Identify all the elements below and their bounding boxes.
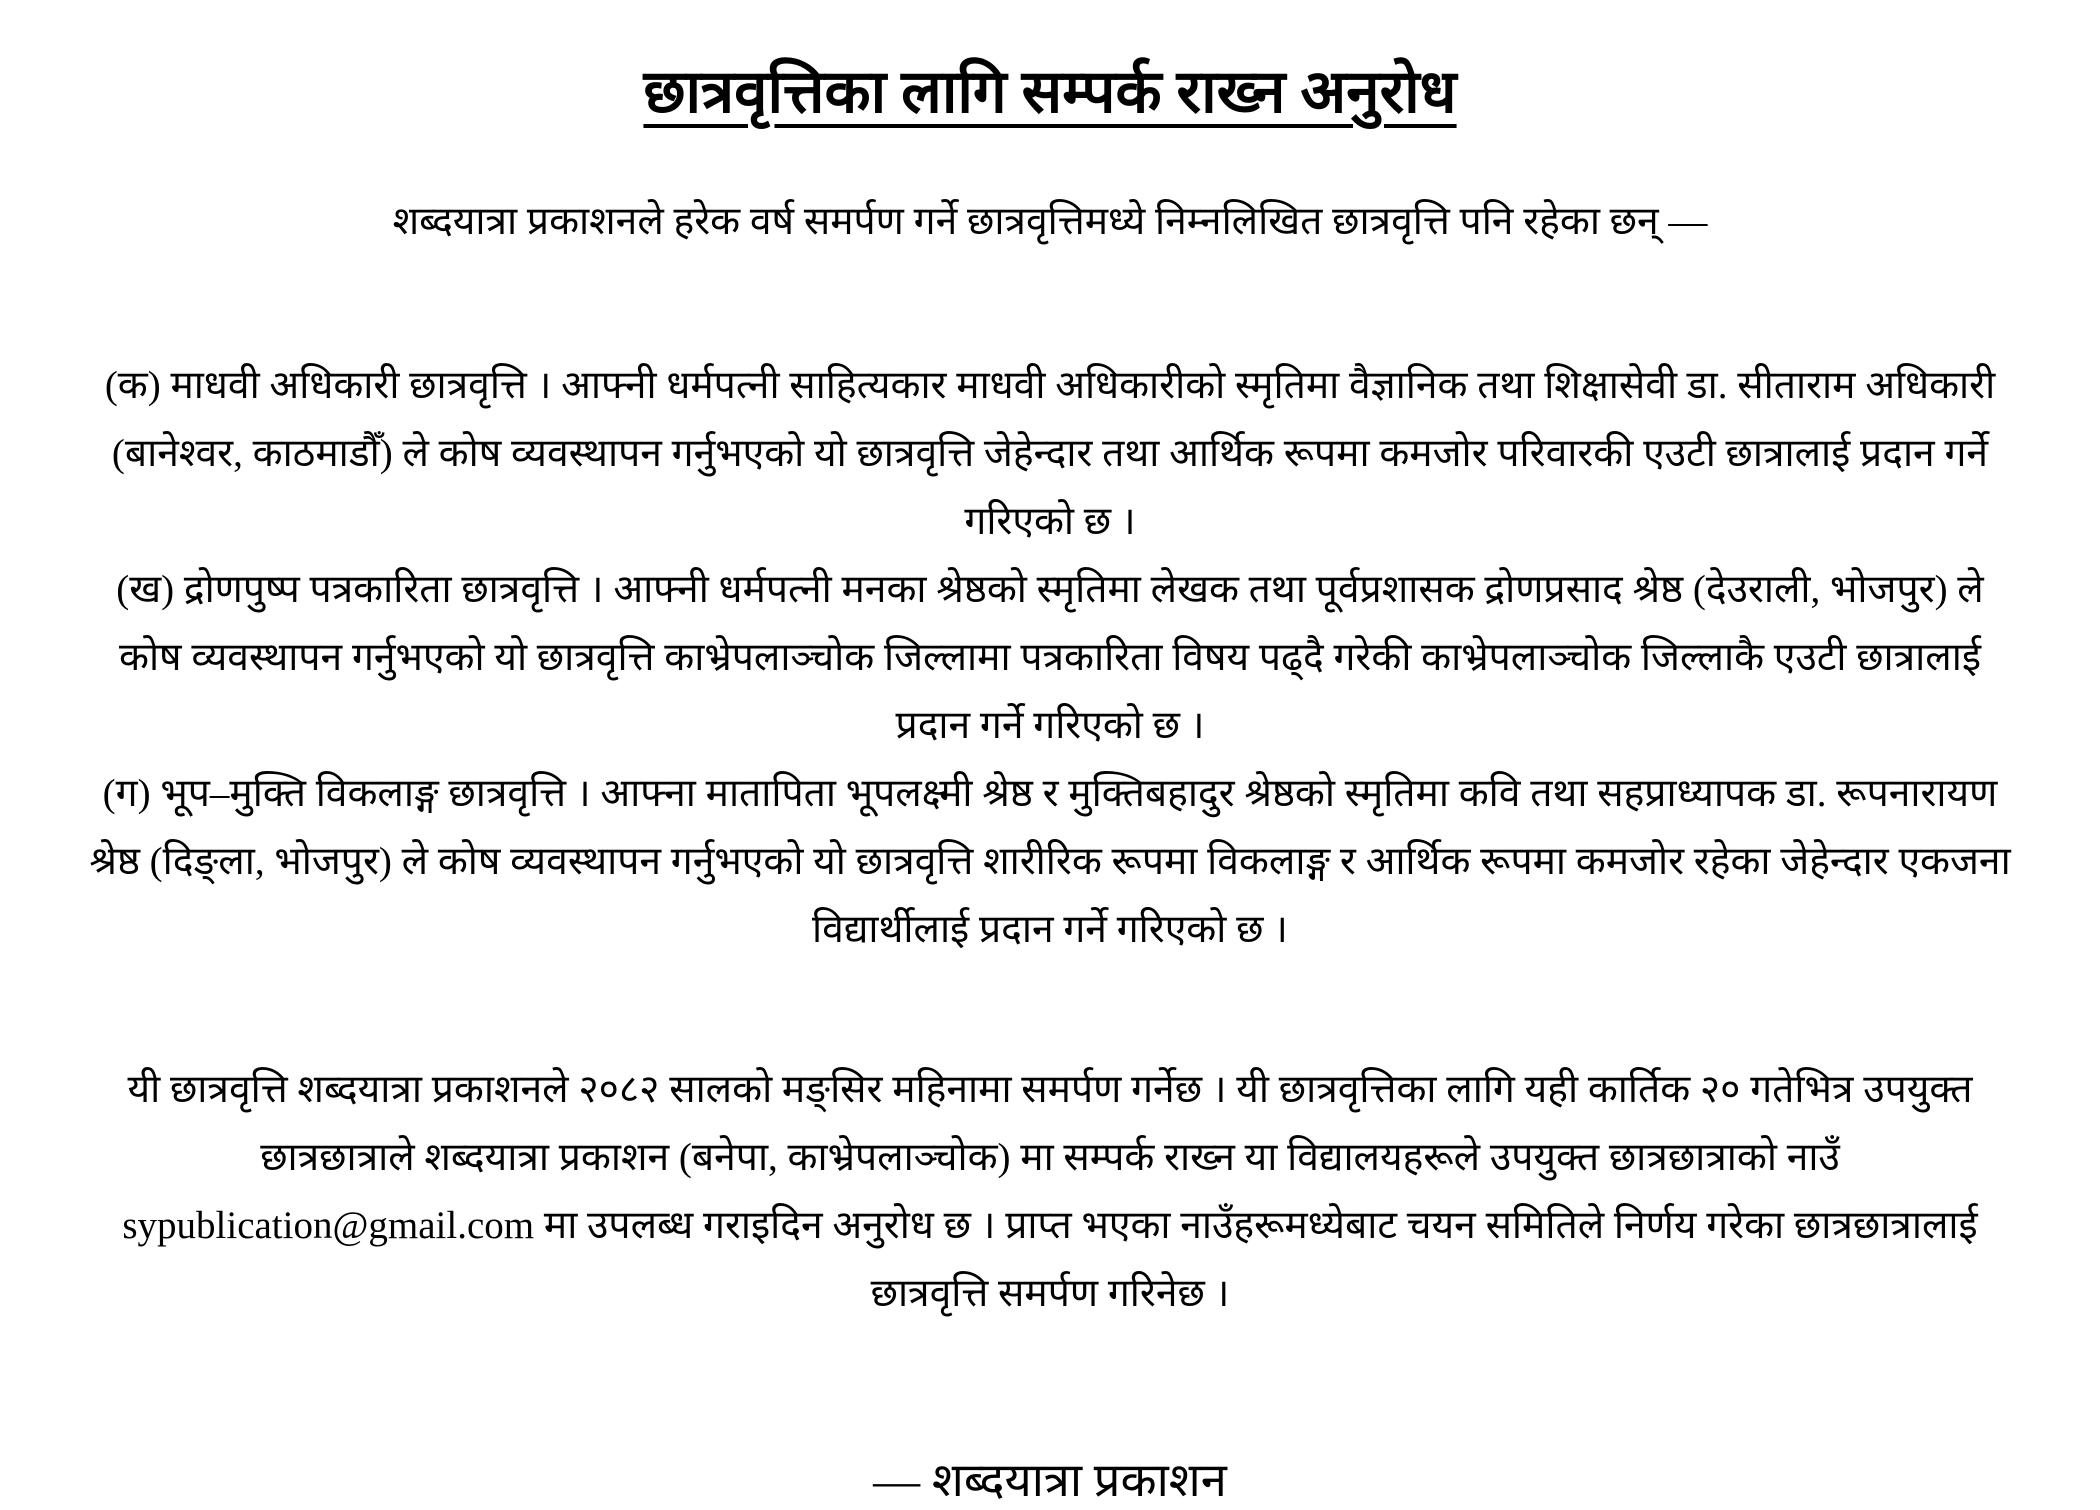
signature: — शब्दयात्रा प्रकाशन <box>873 1455 1227 1507</box>
scholarship-item-kha: (ख) द्रोणपुष्प पत्रकारिता छात्रवृत्ति । आफ्नी धर्मपत्नी मनका श्रेष्ठको स्मृतिमा लेखक तथा पूर्वप्रशासक द्रोणप्रसाद श्रेष्ठ (देउराली, भोजपुर) ले कोष व्यवस्थापन गर्नुभएको यो छात्रवृत्ति काभ्रेपलाञ्चोक जिल्लामा पत्रकारिता विषय पढ्दै गरेकी काभ्रेपलाञ्चोक जिल्लाकै एउटी छात्रालाई प्रदान गर्ने गरिएको छ । <box>116 568 1984 747</box>
page-title-text: छात्रवृत्तिका लागि सम्पर्क राख्न अनुरोध <box>643 59 1457 125</box>
closing-text-before-email: यी छात्रवृत्ति शब्दयात्रा प्रकाशनले २०८२ सालको मङ्सिर महिनामा समर्पण गर्नेछ । यी छात्रवृत्तिका लागि यही कार्तिक २० गतेभित्र उपयुक्त छात्रछात्राले शब्दयात्रा प्रकाशन (बनेपा, काभ्रेपलाञ्चोक) मा सम्पर्क राख्न या विद्यालयहरूले उपयुक्त छात्रछात्राको नाउँ <box>127 1068 1973 1179</box>
contact-email-text: sypublication@gmail.com <box>122 1204 535 1247</box>
page-title <box>0 48 2100 130</box>
scholarship-item-ka: (क) माधवी अधिकारी छात्रवृत्ति । आफ्नी धर्मपत्नी साहित्यकार माधवी अधिकारीको स्मृतिमा वैज्ञानिक तथा शिक्षासेवी डा. सीताराम अधिकारी (बानेश्वर, काठमाडौँ) ले कोष व्यवस्थापन गर्नुभएको यो छात्रवृत्ति जेहेन्दार तथा आर्थिक रूपमा कमजोर परिवारकी एउटी छात्रालाई प्रदान गर्ने गरिएको छ । <box>104 364 1996 543</box>
scholarship-item-ga: (ग) भूप–मुक्ति विकलाङ्ग छात्रवृत्ति । आफ्ना मातापिता भूपलक्ष्मी श्रेष्ठ र मुक्तिबहादुर श्रेष्ठको स्मृतिमा कवि तथा सहप्राध्यापक डा. रूपनारायण श्रेष्ठ (दिङ्ला, भोजपुर) ले कोष व्यवस्थापन गर्नुभएको यो छात्रवृत्ति शारीरिक रूपमा विकलाङ्ग र आर्थिक रूपमा कमजोर रहेका जेहेन्दार एकजना विद्यार्थीलाई प्रदान गर्ने गरिएको छ । <box>89 772 2011 951</box>
closing-text-after-email: मा उपलब्ध गराइदिन अनुरोध छ । प्राप्त भएका नाउँहरूमध्येबाट चयन समितिले निर्णय गरेका छात्रछात्रालाई छात्रवृत्ति समर्पण गरिनेछ । <box>534 1204 1978 1315</box>
closing-paragraph <box>85 1056 2015 1328</box>
scholarship-list <box>0 352 2100 964</box>
intro-text: शब्दयात्रा प्रकाशनले हरेक वर्ष समर्पण गर्ने छात्रवृत्तिमध्ये निम्नलिखित छात्रवृत्ति पनि रहेका छन् — <box>392 200 1708 243</box>
